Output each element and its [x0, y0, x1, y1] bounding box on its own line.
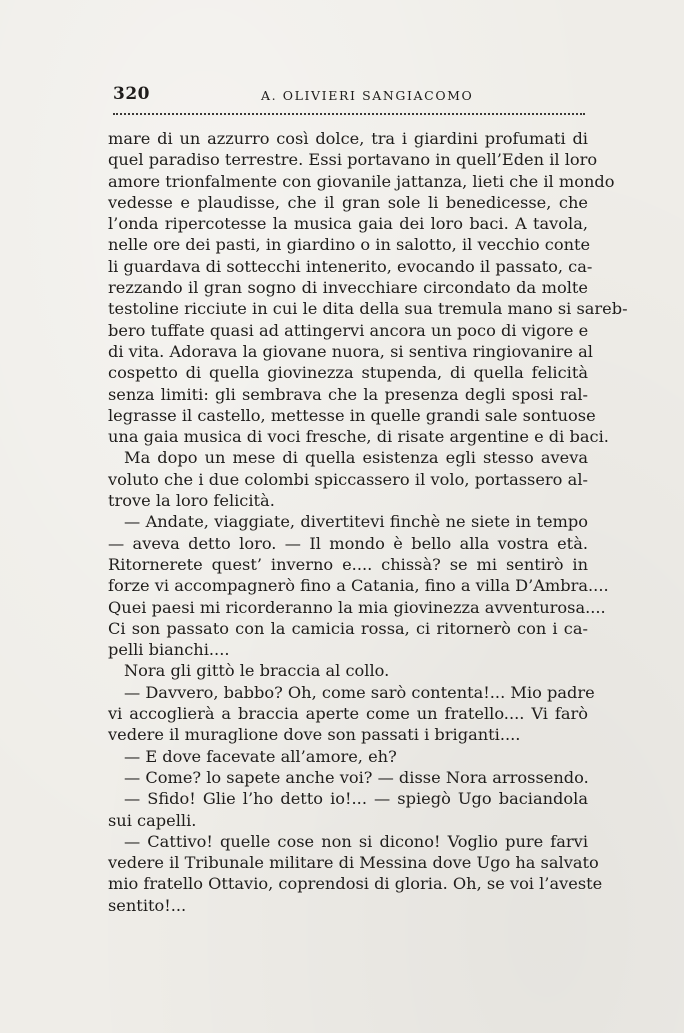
text-line: sentito!...: [108, 895, 187, 915]
page-number: 320: [113, 84, 150, 104]
header-dotted-rule: [113, 113, 585, 115]
text-line: Ma dopo un mese di quella esistenza egli stesso aveva: [124, 448, 588, 468]
text-line: nelle ore dei pasti, in giardino o in salotto, il vecchio conte: [108, 235, 591, 255]
text-line: — Come? lo sapete anche voi? — disse Nora arrossendo.: [124, 767, 589, 787]
text-line: Ci son passato con la camicia rossa, ci ritornerò con i ca-: [108, 618, 588, 638]
text-line: mare di un azzurro così dolce, tra i giardini profumati di: [108, 129, 588, 148]
text-line: rezzando il gran sogno di invecchiare circondato da molte: [108, 278, 588, 298]
text-line: di vita. Adorava la giovane nuora, si sentiva ringiovanire al: [108, 341, 593, 361]
text-line: vedesse e plaudisse, che il gran sole li benedicesse, che: [108, 192, 588, 212]
text-line: vedere il Tribunale militare di Messina dove Ugo ha salvato: [108, 853, 599, 873]
text-line: vedere il muraglione dove son passati i briganti....: [108, 725, 521, 745]
running-head: A. OLIVIERI SANGIACOMO: [261, 88, 474, 103]
text-line: — aveva detto loro. — Il mondo è bello alla vostra età.: [108, 533, 588, 553]
text-line: senza limiti: gli sembrava che la presenza degli sposi ral-: [108, 384, 588, 404]
text-line: forze vi accompagnerò fino a Catania, fino a villa D’Ambra....: [108, 576, 609, 596]
text-line: una gaia musica di voci fresche, di risate argentine e di baci.: [108, 427, 609, 447]
text-line: — E dove facevate all’amore, eh?: [124, 746, 397, 766]
text-line: vi accoglierà a braccia aperte come un fratello.... Vi farò: [108, 704, 588, 724]
text-line: testoline ricciute in cui le dita della sua tremula mano si sareb-: [108, 299, 628, 319]
text-line: Nora gli gittò le braccia al collo.: [124, 661, 390, 681]
text-line: bero tuffate quasi ad attingervi ancora un poco di vigore e: [108, 320, 589, 340]
text-line: quel paradiso terrestre. Essi portavano in quell’Eden il loro: [108, 150, 598, 170]
text-line: legrasse il castello, mettesse in quelle grandi sale sontuose: [108, 405, 596, 425]
text-line: cospetto di quella giovinezza stupenda, di quella felicità: [108, 363, 588, 383]
text-line: sui capelli.: [108, 810, 197, 830]
text-line: mio fratello Ottavio, coprendosi di gloria. Oh, se voi l’aveste: [108, 874, 603, 894]
text-line: amore trionfalmente con giovanile jattanza, lieti che il mondo: [108, 171, 615, 191]
text-line: — Davvero, babbo? Oh, come sarò contenta!... Mio padre: [124, 682, 595, 702]
text-line: voluto che i due colombi spiccassero il volo, portassero al-: [108, 469, 588, 489]
body-text: [108, 128, 628, 916]
text-line: — Andate, viaggiate, divertitevi finchè ne siete in tempo: [124, 512, 588, 532]
page-header: [113, 84, 585, 108]
text-line: l’onda ripercotesse la musica gaia dei loro baci. A tavola,: [108, 214, 588, 234]
text-line: pelli bianchi....: [108, 640, 230, 660]
text-line: Ritornerete quest’ inverno e.... chissà? se mi sentirò in: [108, 554, 588, 574]
text-line: — Cattivo! quelle cose non si dicono! Voglio pure farvi: [124, 831, 588, 851]
text-line: li guardava di sottecchi intenerito, evocando il passato, ca-: [108, 256, 593, 276]
text-line: Quei paesi mi ricorderanno la mia giovinezza avventurosa....: [108, 597, 606, 617]
text-line: trove la loro felicità.: [108, 491, 275, 511]
text-line: — Sfido! Glie l’ho detto io!... — spiegò Ugo baciandola: [124, 789, 588, 809]
